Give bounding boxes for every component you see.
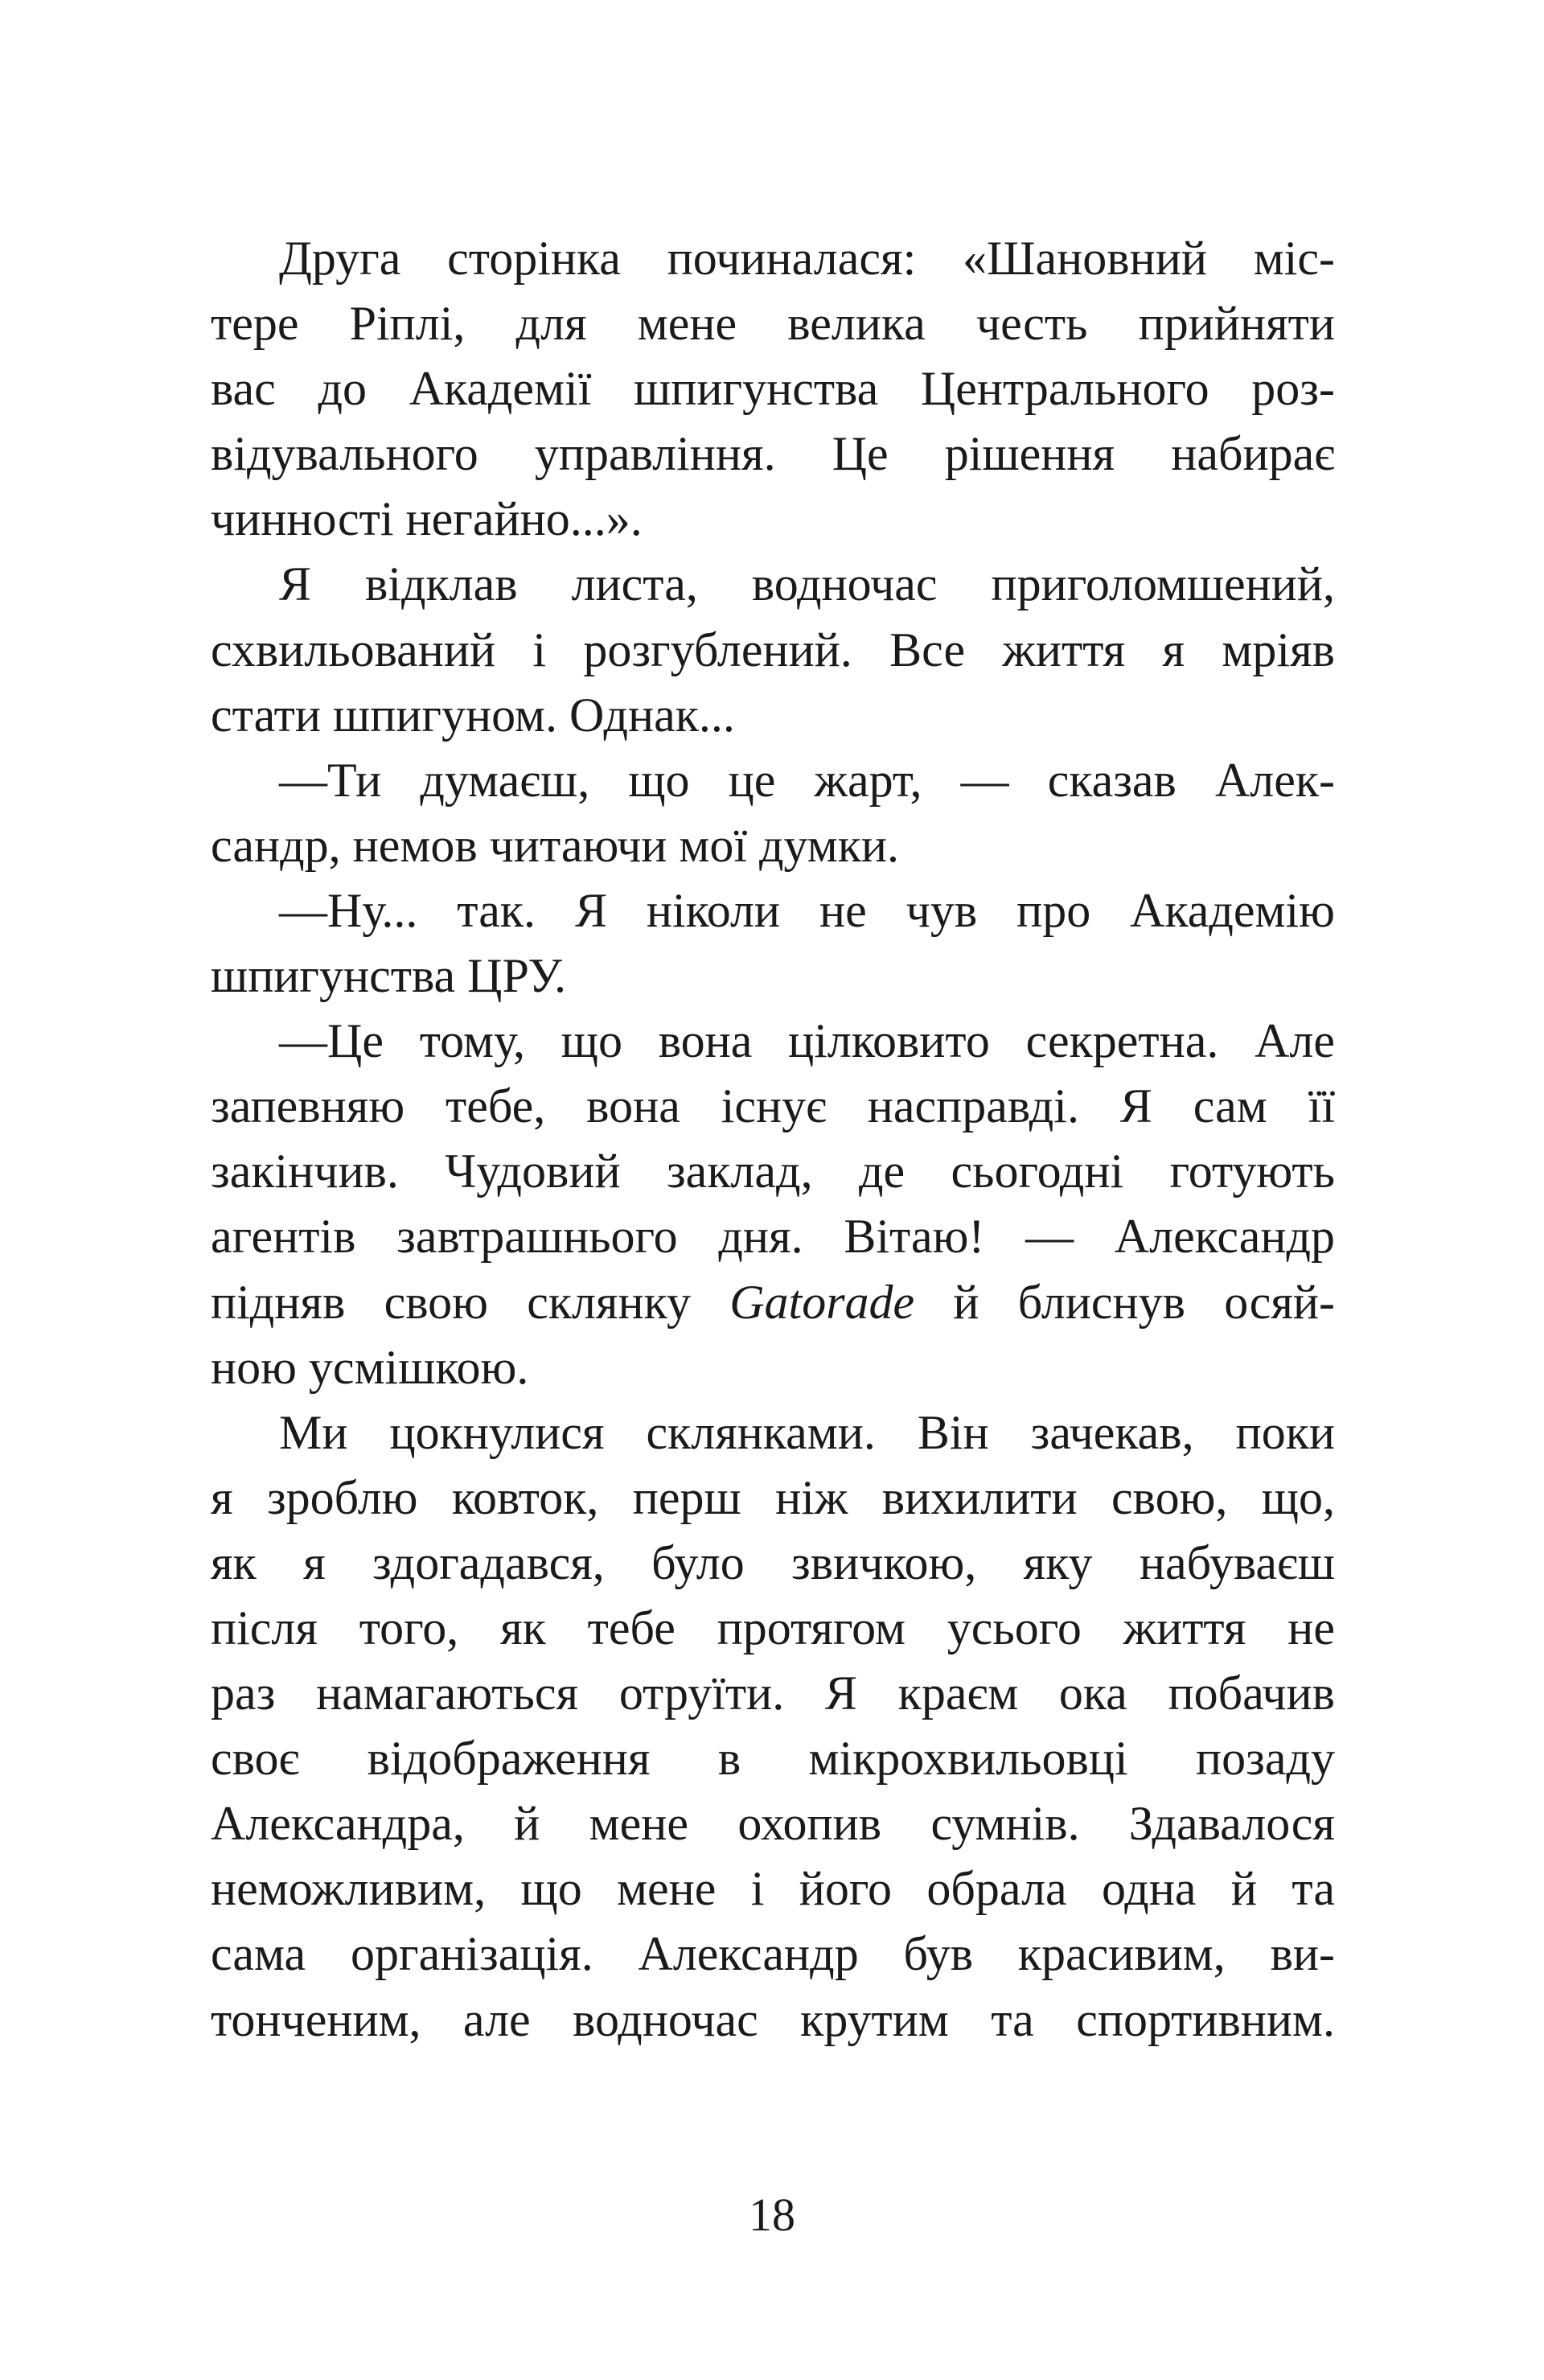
- text-line: [211, 552, 1335, 617]
- text-segment: закінчив. Чудовий заклад, де сьогодні готують: [211, 1145, 1335, 1198]
- text-line: [211, 618, 1335, 683]
- text-segment: й блиснув осяй-: [914, 1275, 1336, 1329]
- text-segment: запевняю тебе, вона існує насправді. Я сам її: [211, 1079, 1335, 1133]
- body-text: [211, 226, 1335, 2053]
- text-segment: ною усмішкою.: [211, 1340, 529, 1394]
- text-segment: —Ти думаєш, що це жарт, — сказав Алек-: [279, 753, 1335, 807]
- text-segment: чинності негайно...».: [211, 492, 643, 546]
- text-segment: стати шпигуном. Однак...: [211, 688, 735, 742]
- text-segment: тонченим, але водночас крутим та спортивним.: [211, 1992, 1335, 2046]
- text-segment: неможливим, що мене і його обрала одна й та: [211, 1862, 1335, 1916]
- text-line: [211, 748, 1335, 813]
- text-segment: вас до Академії шпигунства Центрального роз-: [211, 362, 1335, 416]
- text-line: [211, 1726, 1335, 1791]
- text-segment: раз намагаються отруїти. Я краєм ока побачив: [211, 1667, 1335, 1720]
- text-segment: Я відклав листа, водночас приголомшений,: [279, 557, 1335, 611]
- text-segment: своє відображення в мікрохвильовці позаду: [211, 1732, 1335, 1786]
- text-segment: Александра, й мене охопив сумнів. Здавалося: [211, 1797, 1335, 1851]
- text-line: [211, 1661, 1335, 1726]
- text-line: [211, 878, 1335, 943]
- italic-brand-name: Gatorade: [729, 1275, 915, 1329]
- text-line: [211, 1139, 1335, 1204]
- text-segment: тере Ріплі, для мене велика честь прийняти: [211, 297, 1335, 351]
- text-line: [211, 1465, 1335, 1531]
- text-line: [211, 421, 1335, 487]
- text-line: [211, 943, 1335, 1009]
- text-segment: відувального управління. Це рішення набирає: [211, 427, 1335, 481]
- text-segment: я зроблю ковток, перш ніж вихилити свою, що,: [211, 1470, 1335, 1524]
- text-segment: підняв свою склянку: [211, 1275, 730, 1329]
- text-segment: як я здогадався, було звичкою, яку набуваєш: [211, 1535, 1335, 1589]
- text-line: [211, 356, 1335, 421]
- text-line: [211, 1335, 1335, 1400]
- text-segment: —Ну... так. Я ніколи не чув про Академію: [279, 883, 1335, 937]
- text-segment: сама організація. Александр був красивим, ви-: [211, 1927, 1335, 1981]
- text-segment: після того, як тебе протягом усього життя не: [211, 1601, 1335, 1654]
- text-segment: сандр, немов читаючи мої думки.: [211, 818, 899, 872]
- text-line: [211, 487, 1335, 552]
- text-segment: агентів завтрашнього дня. Вітаю! — Александр: [211, 1210, 1335, 1264]
- text-line: [211, 1531, 1335, 1596]
- text-line: [211, 1270, 1335, 1335]
- text-segment: —Це тому, що вона цілковито секретна. Але: [279, 1014, 1335, 1068]
- text-line: [211, 1074, 1335, 1139]
- text-segment: шпигунства ЦРУ.: [211, 949, 567, 1003]
- text-line: [211, 1204, 1335, 1269]
- page-number: 18: [749, 2189, 795, 2241]
- text-line: [211, 1009, 1335, 1074]
- text-segment: Ми цокнулися склянками. Він зачекав, поки: [279, 1405, 1335, 1459]
- text-line: [211, 226, 1335, 291]
- text-line: [211, 1922, 1335, 1987]
- text-line: [211, 813, 1335, 878]
- text-line: [211, 683, 1335, 748]
- text-line: [211, 1856, 1335, 1922]
- text-segment: схвильований і розгублений. Все життя я мріяв: [211, 623, 1335, 676]
- text-segment: Друга сторінка починалася: «Шановний міс-: [279, 232, 1335, 285]
- text-line: [211, 1596, 1335, 1661]
- text-line: [211, 1987, 1335, 2053]
- text-line: [211, 1400, 1335, 1465]
- text-line: [211, 291, 1335, 356]
- text-line: [211, 1791, 1335, 1856]
